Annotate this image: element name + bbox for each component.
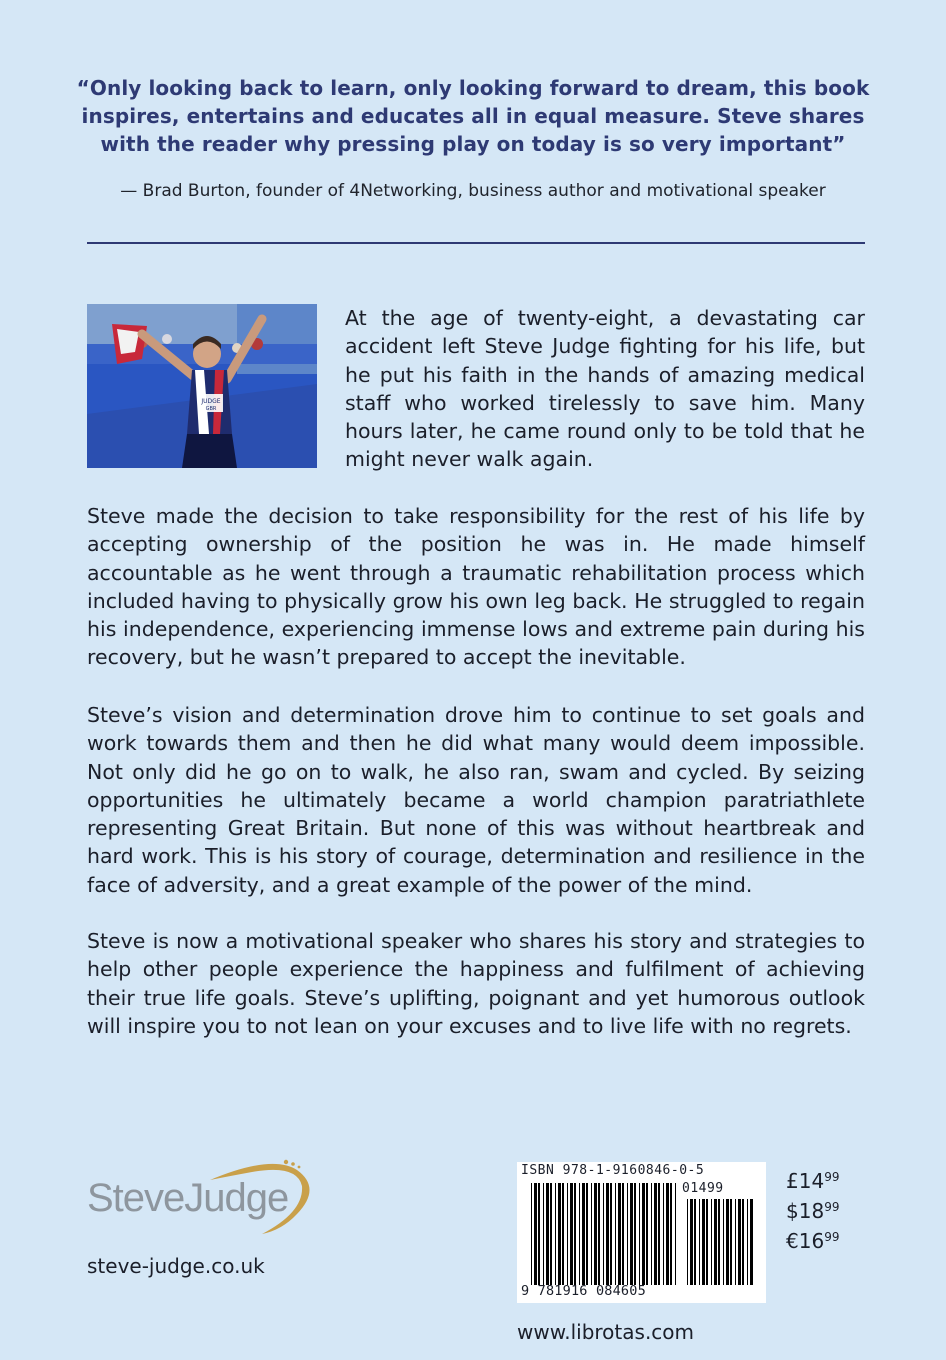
barcode-bar <box>562 1183 564 1285</box>
barcode-bar <box>538 1183 540 1285</box>
runner-image <box>87 304 317 468</box>
barcode-bar <box>750 1199 753 1285</box>
barcode-bar <box>634 1183 636 1285</box>
blurb-paragraph-1: At the age of twenty-eight, a devastating car accident left Steve Judge fighting for his life, but he put his faith in the hands of amazing medical staff who worked tirelessly to save him. Many hours later, he came round only to be told that he might never walk again. <box>345 306 865 472</box>
divider-rule <box>87 242 865 244</box>
blurb-paragraph-3: Steve’s vision and determination drove him to continue to set goals and work towards them and then he did what many would deem impossible. Not only did he go on to walk, he also ran, swam and cycled. By seizing opportunities he ultimately became a world champion paratriathlete representing Great Britain. But none of this was without heartbreak and hard work. This is his story of courage, determination and resilience in the face of adversity, and a great example of the power of the mind. <box>87 703 865 897</box>
barcode-bar <box>574 1183 576 1285</box>
barcode-bar <box>651 1183 652 1285</box>
barcode-bar <box>558 1183 561 1285</box>
barcode-bar <box>586 1183 588 1285</box>
barcode-bar <box>735 1199 736 1285</box>
quote-attribution: — Brad Burton, founder of 4Networking, business author and motivational speaker <box>120 181 826 201</box>
barcode-bar <box>639 1183 640 1285</box>
barcode-bar <box>714 1199 717 1285</box>
publisher-website[interactable]: www.librotas.com <box>517 1320 695 1344</box>
barcode-bar <box>615 1183 616 1285</box>
barcode-bar <box>654 1183 657 1285</box>
author-website[interactable]: steve-judge.co.uk <box>87 1254 265 1278</box>
logo-text: SteveJudge <box>87 1176 289 1220</box>
barcode-bar <box>534 1183 537 1285</box>
bib-country: GBR <box>205 406 217 412</box>
barcode-bar <box>658 1183 660 1285</box>
barcode-bar <box>690 1199 693 1285</box>
author-photo <box>87 304 317 468</box>
barcode-bar <box>742 1199 744 1285</box>
barcode-bar <box>706 1199 708 1285</box>
barcode-bar <box>730 1199 732 1285</box>
barcode-bar <box>591 1183 592 1285</box>
barcode-bar <box>550 1183 552 1285</box>
barcode-bar <box>543 1183 544 1285</box>
barcode-bar <box>663 1183 664 1285</box>
isbn-barcode <box>517 1162 766 1303</box>
barcode-bar <box>567 1183 568 1285</box>
barcode-bar <box>699 1199 700 1285</box>
barcode-bar <box>723 1199 724 1285</box>
barcode-bar <box>603 1183 604 1285</box>
barcode-bar <box>582 1183 585 1285</box>
barcode-bar <box>606 1183 609 1285</box>
barcode-bar <box>666 1183 669 1285</box>
price-gbp: $£14^{99}$ <box>786 1169 840 1193</box>
barcode-bar <box>622 1183 624 1285</box>
barcode-bar <box>711 1199 712 1285</box>
ean-barcode-bars <box>531 1183 676 1285</box>
barcode-bar <box>630 1183 633 1285</box>
barcode-bar <box>675 1183 676 1285</box>
barcode-bar <box>702 1199 705 1285</box>
barcode-bar <box>610 1183 612 1285</box>
blurb-paragraph-2: Steve made the decision to take responsibility for the rest of his life by accepting ownership of the position he was in. He made himself accountable as he went through a traumatic rehabilitation process which included having to physically grow his own leg back. He struggled to regain his independence, experiencing immense lows and extreme pain during his recovery, but he wasn’t prepared to accept the inevitable. <box>87 504 865 670</box>
barcode-bar <box>570 1183 573 1285</box>
addon-barcode-bars <box>687 1199 755 1285</box>
barcode-bar <box>642 1183 645 1285</box>
barcode-bar <box>718 1199 720 1285</box>
barcode-bar <box>726 1199 729 1285</box>
barcode-price-code: 01499 <box>682 1181 724 1196</box>
barcode-bar <box>546 1183 549 1285</box>
barcode-bar <box>738 1199 741 1285</box>
price-eur: $€16^{99}$ <box>786 1229 840 1253</box>
barcode-bar <box>579 1183 580 1285</box>
barcode-bar <box>598 1183 600 1285</box>
barcode-bar <box>646 1183 648 1285</box>
barcode-bar <box>747 1199 748 1285</box>
isbn-label: ISBN 978-1-9160846-0-5 <box>521 1163 705 1178</box>
price-list <box>786 1164 839 1254</box>
bib-name: JUDGE <box>201 398 221 405</box>
steve-judge-logo <box>82 1152 332 1242</box>
ean-digits: 9 781916 084605 <box>521 1283 646 1299</box>
barcode-bar <box>531 1183 532 1285</box>
barcode-bar <box>694 1199 696 1285</box>
barcode-bar <box>670 1183 672 1285</box>
barcode-bar <box>555 1183 556 1285</box>
back-cover-quote: “Only looking back to learn, only looking forward to dream, this book inspires, entertains and educates all in equal measure. Steve shares with the reader why pressing play on today is so very important” <box>76 76 870 156</box>
barcode-bar <box>687 1199 688 1285</box>
barcode-bar <box>627 1183 628 1285</box>
price-usd: $\$18^{99}$ <box>786 1199 840 1223</box>
blurb-paragraph-4: Steve is now a motivational speaker who shares his story and strategies to help other people experience the happiness and fulfilment of achieving their true life goals. Steve’s uplifting, poignant and yet humorous outlook will inspire you to not lean on your excuses and to live life with no regrets. <box>87 929 865 1038</box>
barcode-bar <box>594 1183 597 1285</box>
barcode-bar <box>618 1183 621 1285</box>
